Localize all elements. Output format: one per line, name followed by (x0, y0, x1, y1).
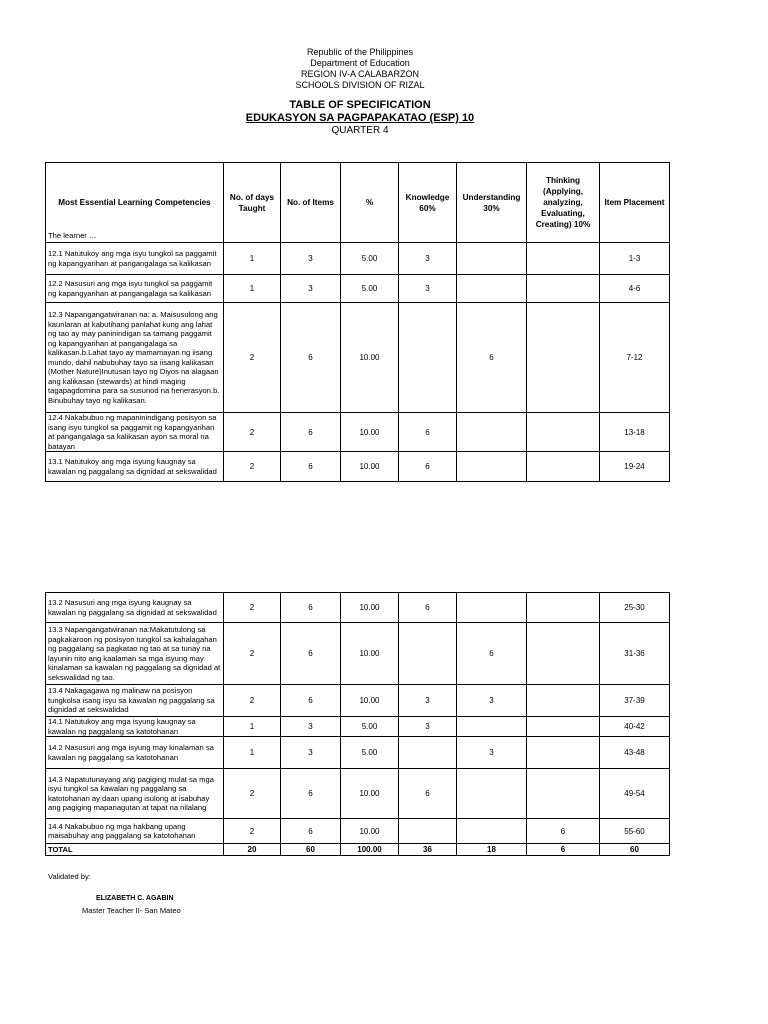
knowledge-cell: 3 (399, 717, 457, 737)
understanding-cell (457, 275, 527, 303)
quarter-label: QUARTER 4 (331, 125, 389, 136)
understanding-cell (457, 769, 527, 819)
thinking-cell (527, 685, 600, 717)
competency-cell: 12.1 Natutukoy ang mga isyu tungkol sa paggamit ng kapangyarihan at pangangalaga sa kalikasan (46, 243, 224, 275)
division-line: SCHOOLS DIVISION OF RIZAL (295, 80, 425, 90)
percent-cell: 5.00 (341, 737, 399, 769)
days-cell: 2 (224, 593, 281, 623)
competency-cell: 12.3 Napangangatwiranan na: a. Maisusulong ang kaunlaran at kabutihang panlahat kung ang lahat ng tao ay may paninindigan sa tamang paggamit ng kapangyarihan at pangangalaga sa kalikasan.b.Lahat tayo ay mamamayan ng iisang mundo, dahil nabubuhay tayo sa iisang kalikasan (Mother Nature)Inutusan tayo ng Diyos na alagaan ang kalikasan (stewards) at hindi maging tagapagdomina para sa susunod na henerasyon.b. Binubuhay tayo ng kalikasan. (46, 303, 224, 413)
percent-cell: 100.00 (341, 844, 399, 856)
item-placement-cell: 40-42 (600, 717, 670, 737)
header-understanding: Understanding 30% (457, 163, 527, 243)
understanding-cell: 6 (457, 623, 527, 685)
percent-cell: 5.00 (341, 717, 399, 737)
understanding-cell: 6 (457, 303, 527, 413)
percent-cell: 10.00 (341, 413, 399, 452)
competency-cell: 14.2 Nasusuri ang mga isyung may kinalaman sa kawalan ng paggalang sa katotohanan (46, 737, 224, 769)
table-row (46, 819, 670, 844)
item-placement-cell: 7-12 (600, 303, 670, 413)
understanding-cell (457, 819, 527, 844)
knowledge-cell: 3 (399, 685, 457, 717)
percent-cell: 10.00 (341, 685, 399, 717)
thinking-cell (527, 303, 600, 413)
items-cell: 3 (281, 717, 341, 737)
table-row (46, 452, 670, 482)
header-days: No. of days Taught (224, 163, 281, 243)
thinking-cell (527, 275, 600, 303)
specification-table-part1 (45, 162, 670, 482)
thinking-cell (527, 413, 600, 452)
days-cell: 2 (224, 769, 281, 819)
days-cell: 2 (224, 623, 281, 685)
table-row (46, 769, 670, 819)
items-cell: 3 (281, 275, 341, 303)
header-competencies (46, 163, 224, 243)
knowledge-cell: 3 (399, 243, 457, 275)
item-placement-cell: 31-36 (600, 623, 670, 685)
table-row (46, 303, 670, 413)
competency-cell: 13.4 Nakagagawa ng malinaw na posisyon tungkolsa isang isyu sa kawalan ng paggalang sa dignidad at sekswalidad (46, 685, 224, 717)
total-row (46, 844, 670, 856)
document-title: TABLE OF SPECIFICATION (289, 99, 431, 111)
percent-cell: 10.00 (341, 819, 399, 844)
competency-cell: 12.4 Nakabubuo ng mapaninindigang posisyon sa isang isyu tungkol sa paggamit ng kapangyarihan at pangangalaga sa kalikasan ayon sa moral na batayan (46, 413, 224, 452)
items-cell: 6 (281, 769, 341, 819)
knowledge-cell: 6 (399, 593, 457, 623)
table-header-row (46, 163, 670, 243)
competency-cell: 13.2 Nasusuri ang mga isyung kaugnay sa kawalan ng paggalang sa dignidad at sekswalidad (46, 593, 224, 623)
thinking-cell (527, 593, 600, 623)
document-header (0, 47, 720, 137)
competency-cell: 14.3 Napatutunayang ang pagiging mulat sa mga isyu tungkol sa kawalan ng paggalang sa katotohanan ay daan upang isulong at isabuhay ang pagiging mapanagutan at tapat na nilalang (46, 769, 224, 819)
percent-cell: 10.00 (341, 452, 399, 482)
items-cell: 3 (281, 243, 341, 275)
signer-name: ELIZABETH C. AGABIN (96, 895, 174, 902)
knowledge-cell (399, 819, 457, 844)
items-cell: 6 (281, 303, 341, 413)
competency-cell: 14.1 Natutukoy ang mga isyung kaugnay sa kawalan ng paggalang sa katotohanan (46, 717, 224, 737)
item-placement-cell: 13-18 (600, 413, 670, 452)
item-placement-cell: 19-24 (600, 452, 670, 482)
thinking-cell (527, 717, 600, 737)
items-cell: 6 (281, 413, 341, 452)
item-placement-cell: 37-39 (600, 685, 670, 717)
items-cell: 6 (281, 593, 341, 623)
table-body-part2 (46, 593, 670, 856)
knowledge-cell: 36 (399, 844, 457, 856)
knowledge-cell (399, 737, 457, 769)
knowledge-cell: 6 (399, 452, 457, 482)
knowledge-cell (399, 303, 457, 413)
days-cell: 2 (224, 303, 281, 413)
signer-position: Master Teacher II- San Mateo (82, 906, 181, 915)
thinking-cell (527, 623, 600, 685)
thinking-cell (527, 769, 600, 819)
table-row (46, 717, 670, 737)
percent-cell: 10.00 (341, 303, 399, 413)
table-row (46, 275, 670, 303)
understanding-cell: 3 (457, 737, 527, 769)
understanding-cell (457, 452, 527, 482)
items-cell: 6 (281, 819, 341, 844)
table-row (46, 685, 670, 717)
item-placement-cell: 1-3 (600, 243, 670, 275)
understanding-cell (457, 593, 527, 623)
knowledge-cell: 6 (399, 413, 457, 452)
days-cell: 2 (224, 452, 281, 482)
item-placement-cell: 25-30 (600, 593, 670, 623)
region-line: REGION IV-A CALABARZON (300, 69, 420, 79)
items-cell: 6 (281, 452, 341, 482)
item-placement-cell: 4-6 (600, 275, 670, 303)
days-cell: 2 (224, 819, 281, 844)
learner-label: The learner … (48, 231, 97, 240)
thinking-cell (527, 452, 600, 482)
items-cell: 60 (281, 844, 341, 856)
items-cell: 6 (281, 623, 341, 685)
subject-title: EDUKASYON SA PAGPAPAKATAO (ESP) 10 (245, 112, 475, 124)
days-cell: 2 (224, 685, 281, 717)
specification-table-part2 (45, 592, 670, 856)
table-row (46, 593, 670, 623)
items-cell: 6 (281, 685, 341, 717)
days-cell: 2 (224, 413, 281, 452)
table-row (46, 413, 670, 452)
validated-by-label: Validated by: (48, 872, 91, 881)
thinking-cell: 6 (527, 819, 600, 844)
competency-cell: 13.3 Napangangatwiranan na:Makatutulong sa pagkakaroon ng posisyon tungkol sa kahalagahan ng paggalang sa pagkatao ng tao at sa tunay na layunin nito ang kaalaman sa mga isyung may kinalaman sa kawalan ng paggalang sa dignidad at sekswalidad ng tao. (46, 623, 224, 685)
percent-cell: 10.00 (341, 623, 399, 685)
knowledge-cell: 6 (399, 769, 457, 819)
header-percent: % (341, 163, 399, 243)
table-row (46, 737, 670, 769)
competency-cell: 12.2 Nasusuri ang mga isyu tungkol sa paggamit ng kapangyarihan at pangangalaga sa kalikasan (46, 275, 224, 303)
item-placement-cell: 60 (600, 844, 670, 856)
header-knowledge: Knowledge 60% (399, 163, 457, 243)
competency-cell: TOTAL (46, 844, 224, 856)
percent-cell: 10.00 (341, 769, 399, 819)
percent-cell: 10.00 (341, 593, 399, 623)
item-placement-cell: 43-48 (600, 737, 670, 769)
days-cell: 20 (224, 844, 281, 856)
thinking-cell: 6 (527, 844, 600, 856)
understanding-cell (457, 717, 527, 737)
understanding-cell: 3 (457, 685, 527, 717)
understanding-cell: 18 (457, 844, 527, 856)
days-cell: 1 (224, 243, 281, 275)
days-cell: 1 (224, 717, 281, 737)
understanding-cell (457, 243, 527, 275)
items-cell: 3 (281, 737, 341, 769)
table-body-part1 (46, 243, 670, 482)
item-placement-cell: 55-60 (600, 819, 670, 844)
header-item-placement: Item Placement (600, 163, 670, 243)
thinking-cell (527, 243, 600, 275)
department-line: Department of Education (310, 58, 410, 68)
header-items: No. of Items (281, 163, 341, 243)
knowledge-cell: 3 (399, 275, 457, 303)
knowledge-cell (399, 623, 457, 685)
thinking-cell (527, 737, 600, 769)
days-cell: 1 (224, 275, 281, 303)
header-competencies-label: Most Essential Learning Competencies (58, 198, 211, 207)
header-thinking: Thinking (Applying, analyzing, Evaluating, Creating) 10% (527, 163, 600, 243)
percent-cell: 5.00 (341, 243, 399, 275)
table-row (46, 623, 670, 685)
item-placement-cell: 49-54 (600, 769, 670, 819)
competency-cell: 13.1 Natutukoy ang mga isyung kaugnay sa kawalan ng paggalang sa dignidad at sekswalidad (46, 452, 224, 482)
percent-cell: 5.00 (341, 275, 399, 303)
understanding-cell (457, 413, 527, 452)
republic-line: Republic of the Philippines (306, 47, 414, 57)
table-row (46, 243, 670, 275)
days-cell: 1 (224, 737, 281, 769)
competency-cell: 14.4 Nakabubuo ng mga hakbang upang maisabuhay ang paggalang sa katotohanan (46, 819, 224, 844)
